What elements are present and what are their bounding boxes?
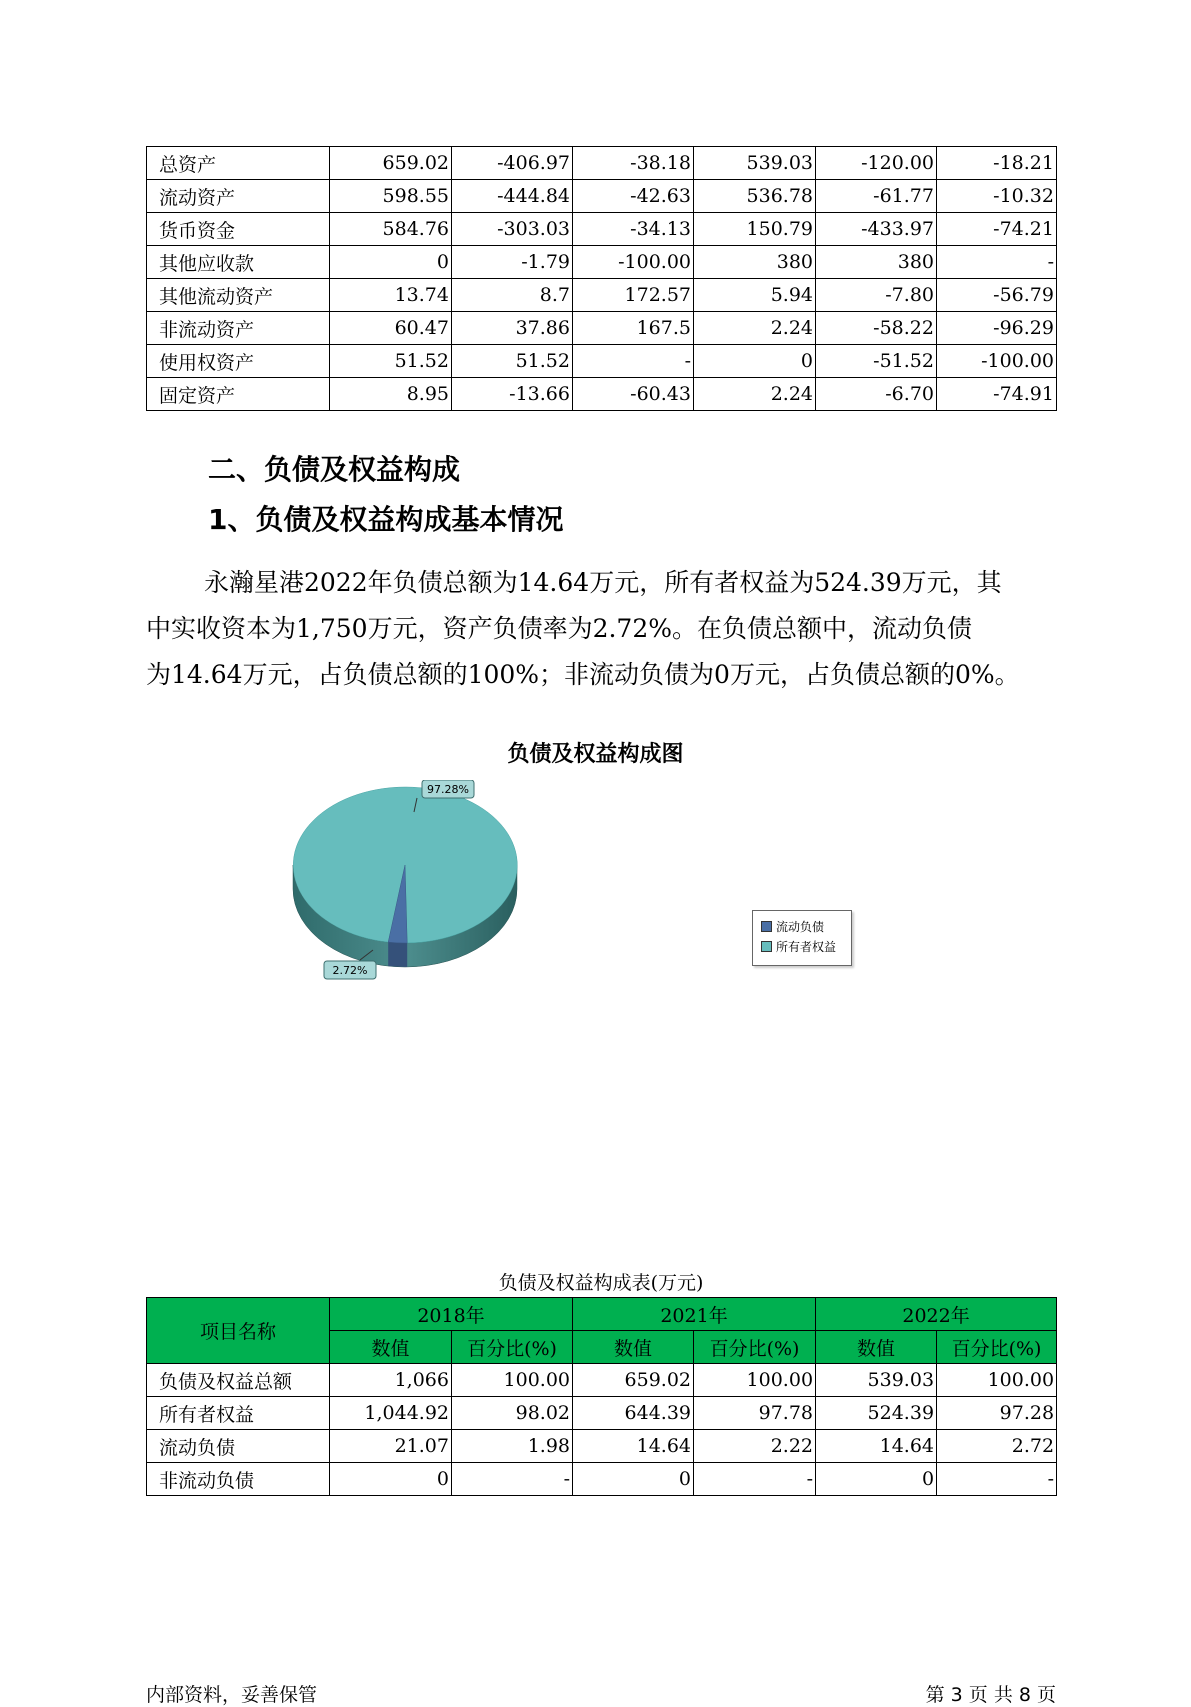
table-cell: -56.79 bbox=[937, 279, 1057, 312]
table-cell: 2.72 bbox=[937, 1430, 1057, 1463]
legend-item bbox=[761, 919, 824, 935]
table-cell: 97.28 bbox=[937, 1397, 1057, 1430]
table-cell: 98.02 bbox=[452, 1397, 573, 1430]
row-label: 流动资产 bbox=[147, 180, 330, 213]
table-cell: 51.52 bbox=[330, 345, 452, 378]
table-cell: 1,066 bbox=[330, 1364, 452, 1397]
table-cell: 0 bbox=[330, 246, 452, 279]
table-cell: 5.94 bbox=[694, 279, 816, 312]
table-cell: -6.70 bbox=[816, 378, 937, 411]
table-cell: - bbox=[937, 246, 1057, 279]
pie-label-equity: 97.28% bbox=[427, 783, 469, 796]
row-label: 货币资金 bbox=[147, 213, 330, 246]
header-year: 2021年 bbox=[573, 1298, 816, 1331]
table-row bbox=[147, 147, 1057, 180]
table-cell: 167.5 bbox=[573, 312, 694, 345]
section-subheading: 1、负债及权益构成基本情况 bbox=[208, 503, 564, 536]
table-cell: -100.00 bbox=[937, 345, 1057, 378]
table-cell: -7.80 bbox=[816, 279, 937, 312]
table-cell: -1.79 bbox=[452, 246, 573, 279]
table-row bbox=[147, 213, 1057, 246]
table-cell: -100.00 bbox=[573, 246, 694, 279]
paragraph-line: 中实收资本为1,750万元，资产负债率为2.72%。在负债总额中，流动负债 bbox=[146, 614, 972, 643]
table-row bbox=[147, 180, 1057, 213]
table-cell: 598.55 bbox=[330, 180, 452, 213]
table-cell: -303.03 bbox=[452, 213, 573, 246]
asset-table bbox=[146, 146, 1057, 411]
pie-chart bbox=[290, 780, 590, 1060]
table-cell: 0 bbox=[816, 1463, 937, 1496]
chart-title: 负债及权益构成图 bbox=[507, 742, 684, 767]
header-year: 2022年 bbox=[816, 1298, 1057, 1331]
table-row bbox=[147, 378, 1057, 411]
table-cell: 0 bbox=[694, 345, 816, 378]
header-value: 数值 bbox=[330, 1331, 452, 1364]
header-value: 数值 bbox=[573, 1331, 694, 1364]
legend-label: 流动负债 bbox=[776, 920, 825, 934]
table-cell: - bbox=[937, 1463, 1057, 1496]
legend-swatch bbox=[761, 941, 772, 952]
table-row bbox=[147, 1364, 1057, 1397]
table-cell: -120.00 bbox=[816, 147, 937, 180]
table-cell: 100.00 bbox=[937, 1364, 1057, 1397]
table-row bbox=[147, 1397, 1057, 1430]
pie-slice-liability-side bbox=[388, 942, 407, 967]
paragraph-line: 为14.64万元，占负债总额的100%；非流动负债为0万元，占负债总额的0%。 bbox=[146, 660, 1020, 689]
table-cell: -51.52 bbox=[816, 345, 937, 378]
table-row bbox=[147, 1463, 1057, 1496]
header-item-name: 项目名称 bbox=[147, 1298, 330, 1364]
table-cell: 97.78 bbox=[694, 1397, 816, 1430]
table-cell: -58.22 bbox=[816, 312, 937, 345]
table-cell: -13.66 bbox=[452, 378, 573, 411]
table-cell: 380 bbox=[816, 246, 937, 279]
table-cell: -38.18 bbox=[573, 147, 694, 180]
legend-swatch bbox=[761, 921, 772, 932]
row-label: 非流动负债 bbox=[147, 1463, 330, 1496]
header-percent: 百分比(%) bbox=[694, 1331, 816, 1364]
table-row bbox=[147, 312, 1057, 345]
table-cell: 0 bbox=[573, 1463, 694, 1496]
table-cell: - bbox=[452, 1463, 573, 1496]
table-cell: 37.86 bbox=[452, 312, 573, 345]
row-label: 使用权资产 bbox=[147, 345, 330, 378]
row-label: 其他流动资产 bbox=[147, 279, 330, 312]
table-row bbox=[147, 345, 1057, 378]
table-cell: -61.77 bbox=[816, 180, 937, 213]
table-cell: 1.98 bbox=[452, 1430, 573, 1463]
table-cell: 1,044.92 bbox=[330, 1397, 452, 1430]
pie-label-liability: 2.72% bbox=[332, 964, 368, 977]
row-label: 其他应收款 bbox=[147, 246, 330, 279]
footer-page-number: 第 3 页 共 8 页 bbox=[925, 1684, 1056, 1706]
table-row bbox=[147, 246, 1057, 279]
table-cell: 539.03 bbox=[816, 1364, 937, 1397]
liability-table bbox=[146, 1297, 1057, 1496]
table-cell: 524.39 bbox=[816, 1397, 937, 1430]
legend-label: 所有者权益 bbox=[776, 940, 837, 954]
table-cell: 539.03 bbox=[694, 147, 816, 180]
table-cell: 8.95 bbox=[330, 378, 452, 411]
table-cell: 100.00 bbox=[694, 1364, 816, 1397]
table-cell: 14.64 bbox=[573, 1430, 694, 1463]
table-cell: 100.00 bbox=[452, 1364, 573, 1397]
table-cell: 13.74 bbox=[330, 279, 452, 312]
table-cell: - bbox=[573, 345, 694, 378]
table-cell: 2.22 bbox=[694, 1430, 816, 1463]
table-cell: -10.32 bbox=[937, 180, 1057, 213]
row-label: 流动负债 bbox=[147, 1430, 330, 1463]
table-cell: 659.02 bbox=[573, 1364, 694, 1397]
table-cell: -42.63 bbox=[573, 180, 694, 213]
table-cell: 584.76 bbox=[330, 213, 452, 246]
table-cell: 536.78 bbox=[694, 180, 816, 213]
table-cell: 172.57 bbox=[573, 279, 694, 312]
table-cell: -60.43 bbox=[573, 378, 694, 411]
header-percent: 百分比(%) bbox=[937, 1331, 1057, 1364]
table-cell: 2.24 bbox=[694, 312, 816, 345]
table-cell: -74.91 bbox=[937, 378, 1057, 411]
table-cell: -18.21 bbox=[937, 147, 1057, 180]
header-value: 数值 bbox=[816, 1331, 937, 1364]
table-cell: -406.97 bbox=[452, 147, 573, 180]
table-cell: - bbox=[694, 1463, 816, 1496]
table-cell: 14.64 bbox=[816, 1430, 937, 1463]
table-cell: -96.29 bbox=[937, 312, 1057, 345]
table-cell: -433.97 bbox=[816, 213, 937, 246]
table-cell: 2.24 bbox=[694, 378, 816, 411]
table-cell: 150.79 bbox=[694, 213, 816, 246]
header-year: 2018年 bbox=[330, 1298, 573, 1331]
table-cell: 21.07 bbox=[330, 1430, 452, 1463]
table-cell: 60.47 bbox=[330, 312, 452, 345]
row-label: 所有者权益 bbox=[147, 1397, 330, 1430]
table-cell: -444.84 bbox=[452, 180, 573, 213]
table-row bbox=[147, 1430, 1057, 1463]
table-cell: 659.02 bbox=[330, 147, 452, 180]
summary-paragraph bbox=[146, 560, 1076, 698]
table-cell: 8.7 bbox=[452, 279, 573, 312]
header-percent: 百分比(%) bbox=[452, 1331, 573, 1364]
legend-item bbox=[761, 939, 836, 955]
row-label: 固定资产 bbox=[147, 378, 330, 411]
row-label: 总资产 bbox=[147, 147, 330, 180]
table-caption: 负债及权益构成表(万元) bbox=[498, 1272, 704, 1294]
paragraph-line: 永瀚星港2022年负债总额为14.64万元，所有者权益为524.39万元，其 bbox=[204, 568, 1002, 597]
row-label: 非流动资产 bbox=[147, 312, 330, 345]
table-cell: -74.21 bbox=[937, 213, 1057, 246]
table-cell: -34.13 bbox=[573, 213, 694, 246]
table-row bbox=[147, 279, 1057, 312]
row-label: 负债及权益总额 bbox=[147, 1364, 330, 1397]
table-cell: 644.39 bbox=[573, 1397, 694, 1430]
table-cell: 51.52 bbox=[452, 345, 573, 378]
section-heading: 二、负债及权益构成 bbox=[208, 453, 461, 486]
table-cell: 0 bbox=[330, 1463, 452, 1496]
footer-confidential: 内部资料，妥善保管 bbox=[146, 1684, 318, 1706]
chart-legend bbox=[752, 910, 852, 966]
table-cell: 380 bbox=[694, 246, 816, 279]
